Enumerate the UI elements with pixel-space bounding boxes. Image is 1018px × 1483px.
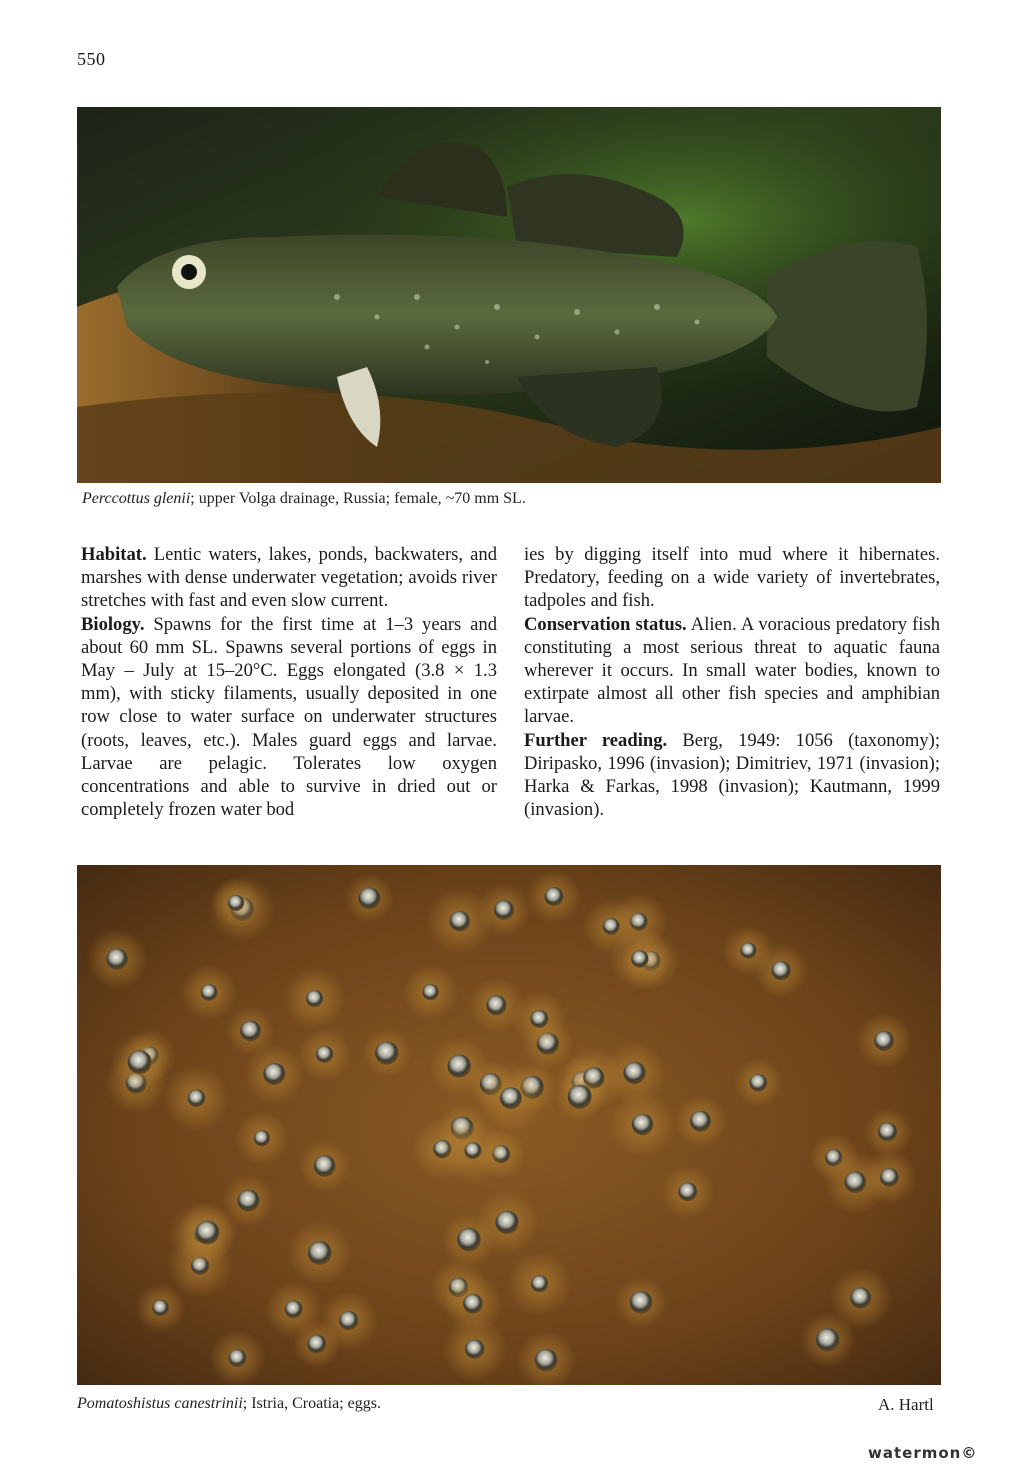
further-reading-heading: Further reading.	[524, 729, 668, 751]
egg	[630, 1291, 653, 1314]
egg	[375, 1041, 398, 1064]
eggs-photo-image	[77, 865, 941, 1385]
text-column-right	[524, 543, 940, 821]
egg	[494, 900, 514, 920]
egg	[196, 1221, 220, 1245]
egg	[450, 911, 470, 931]
egg	[152, 1300, 169, 1317]
egg	[623, 1062, 645, 1084]
biology-paragraph	[81, 613, 497, 822]
eggs-photo	[77, 865, 941, 1385]
egg	[106, 948, 128, 970]
egg	[201, 984, 218, 1001]
biology-continued-text: ies by digging itself into mud where it hibernates. Predatory, feeding on a wide variety of invertebrates, tadpoles and fish.	[524, 544, 940, 612]
egg	[531, 1275, 548, 1292]
biology-continued-paragraph	[524, 543, 940, 613]
conservation-heading: Conservation status.	[524, 613, 687, 635]
conservation-paragraph	[524, 613, 940, 729]
egg	[228, 1349, 246, 1367]
further-reading-text: Berg, 1949: 1056 (taxonomy); Diripasko, 1996 (invasion); Dimitriev, 1971 (invasion); Harka & Farkas, 1998 (invasion); Kautmann, 1999 (invasion).	[524, 729, 940, 821]
egg	[535, 1349, 558, 1372]
egg	[740, 943, 756, 959]
egg	[495, 1211, 518, 1234]
text-column-left	[81, 543, 497, 821]
habitat-paragraph	[81, 543, 497, 613]
egg	[500, 1087, 522, 1109]
fish-caption-details: ; upper Volga drainage, Russia; female, ~70 mm SL.	[190, 490, 526, 507]
egg	[339, 1311, 358, 1330]
egg	[188, 1089, 206, 1107]
conservation-text: Alien. A voracious predatory fish constituting a most serious threat to aquatic fauna wherever it occurs. In small water bodies, known to extirpate almost all other fish species and amphibian larvae.	[524, 613, 940, 728]
egg	[486, 995, 506, 1015]
egg	[568, 1085, 592, 1109]
eggs-photo-credit: A. Hartl	[878, 1395, 934, 1414]
egg	[878, 1122, 897, 1141]
egg	[358, 887, 380, 909]
egg	[874, 1031, 894, 1051]
egg	[240, 1021, 261, 1042]
egg	[307, 1335, 326, 1354]
egg	[285, 1300, 303, 1318]
egg	[228, 895, 244, 911]
egg	[465, 1340, 484, 1359]
egg	[632, 1114, 653, 1135]
egg	[463, 1294, 483, 1314]
egg	[465, 1142, 482, 1159]
fish-photo-caption	[82, 490, 526, 508]
egg	[254, 1130, 270, 1146]
egg	[448, 1054, 471, 1077]
egg	[263, 1063, 285, 1085]
eggs-photo-caption	[77, 1395, 381, 1413]
fish-caption-species: Perccottus glenii	[82, 490, 191, 507]
egg	[690, 1111, 711, 1132]
egg	[306, 990, 323, 1007]
egg	[631, 950, 648, 967]
egg	[750, 1074, 768, 1092]
egg	[850, 1287, 871, 1308]
egg	[423, 984, 439, 1000]
further-reading-paragraph	[524, 729, 940, 822]
egg	[545, 887, 564, 906]
egg	[238, 1190, 260, 1212]
biology-text: Spawns for the first time at 1–3 years and about 60 mm SL. Spawns several portions of eggs in May – July at 15–20°C. Eggs elongated (3.8 × 1.3 mm), with sticky filaments, usually deposited in one row close to water surface on underwater structures (roots, leaves, etc.). Males guard eggs and larvae. Larvae are pelagic. Tolerates low oxygen concentrations and able to survive in dried out or completely frozen water bod	[81, 613, 497, 821]
egg	[316, 1046, 333, 1063]
egg	[314, 1155, 336, 1177]
egg	[678, 1182, 697, 1201]
egg	[308, 1241, 332, 1265]
egg	[128, 1050, 152, 1074]
eggs-caption-species: Pomatoshistus canestrinii	[77, 1395, 243, 1412]
egg	[771, 961, 790, 980]
page-number: 550	[77, 49, 106, 69]
habitat-heading: Habitat.	[81, 544, 147, 565]
egg	[880, 1168, 899, 1187]
habitat-text: Lentic waters, lakes, ponds, backwaters, and marshes with dense underwater vegetation; avoids river stretches with fast and even slow current.	[81, 544, 497, 612]
fish-photo-image	[77, 107, 941, 483]
biology-heading: Biology.	[81, 613, 145, 635]
egg	[603, 918, 620, 935]
watermark-logo: watermon©	[868, 1444, 978, 1462]
egg	[816, 1328, 840, 1352]
egg	[530, 1010, 548, 1028]
fish-photo	[77, 107, 941, 483]
eggs-caption-details: ; Istria, Croatia; eggs.	[242, 1395, 381, 1412]
